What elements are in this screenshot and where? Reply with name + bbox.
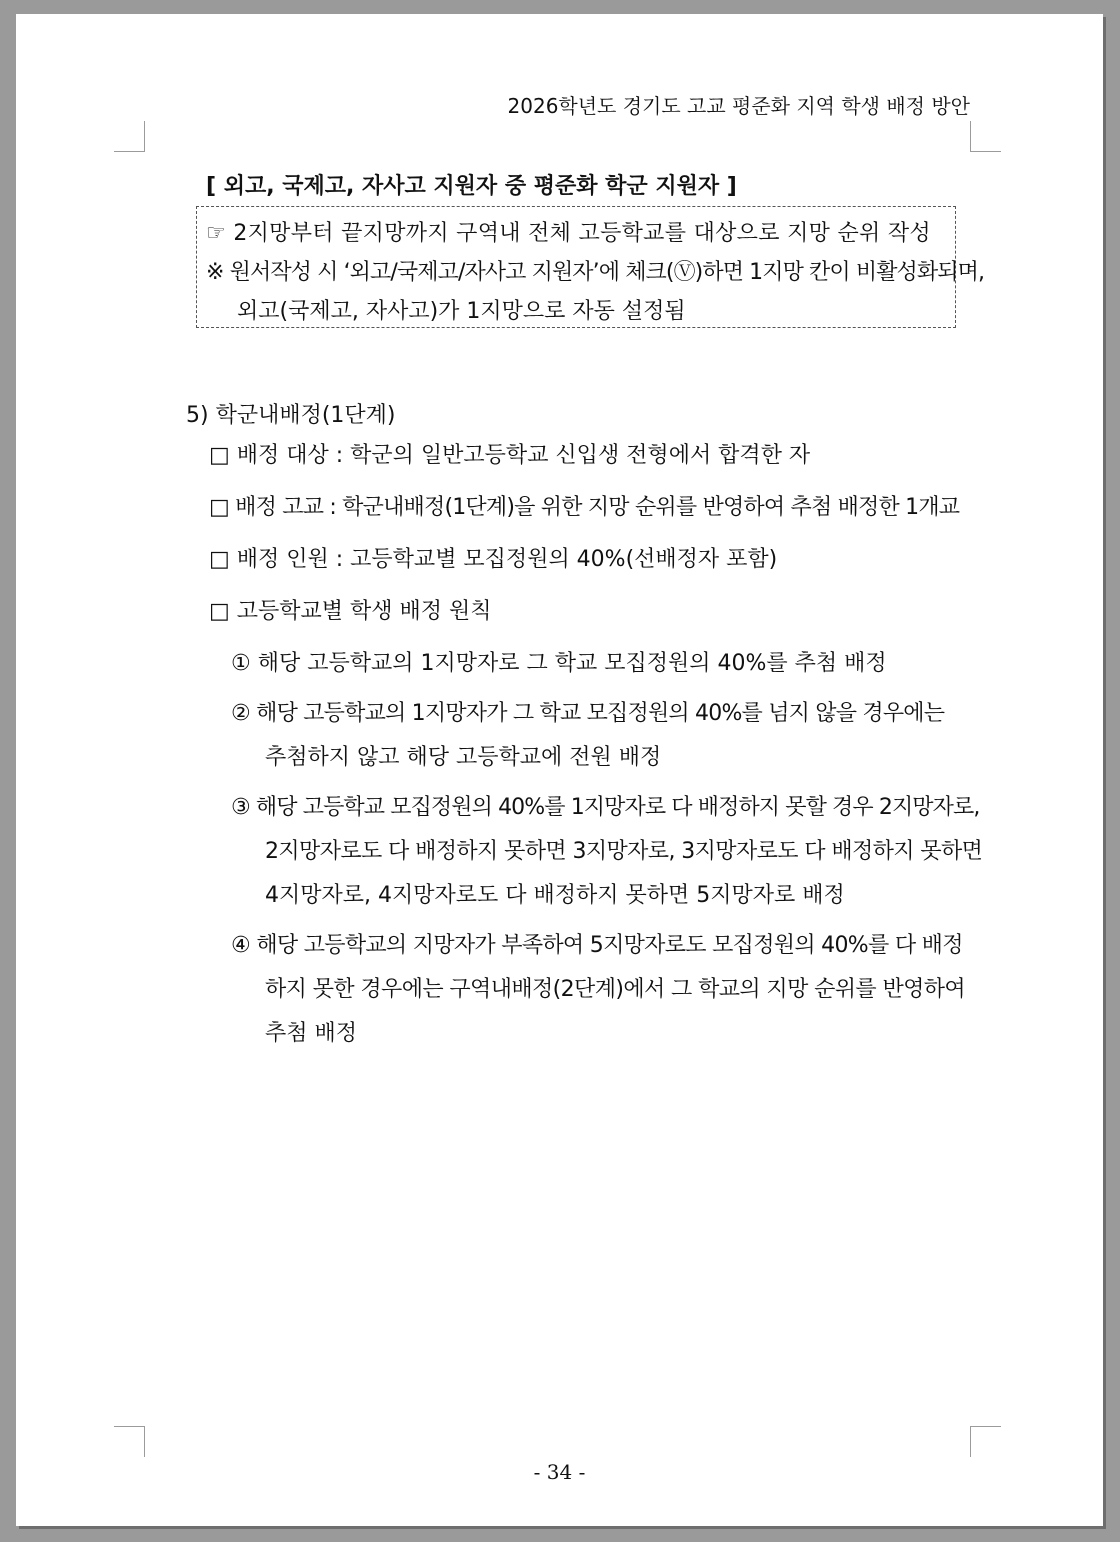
- rule-3-line-2: 2지망자로도 다 배정하지 못하면 3지망자로, 3지망자로도 다 배정하지 못하면: [265, 839, 983, 864]
- section-title: [ 외고, 국제고, 자사고 지원자 중 평준화 학군 지원자 ]: [206, 174, 737, 199]
- crop-mark-bottom-right: [970, 1426, 1001, 1457]
- document-page: [16, 14, 1103, 1526]
- note-line-3: 외고(국제고, 자사고)가 1지망으로 자동 설정됨: [237, 299, 686, 324]
- rule-4-line-2: 하지 못한 경우에는 구역내배정(2단계)에서 그 학교의 지망 순위를 반영하여: [265, 977, 966, 1002]
- item-quota: □ 배정 인원 : 고등학교별 모집정원의 40%(선배정자 포함): [209, 547, 778, 572]
- running-header: 2026학년도 경기도 고교 평준화 지역 학생 배정 방안: [507, 94, 970, 118]
- rule-4-line-3: 추첨 배정: [265, 1021, 358, 1046]
- rule-1: ① 해당 고등학교의 1지망자로 그 학교 모집정원의 40%를 추첨 배정: [231, 651, 887, 676]
- page-number: - 34 -: [533, 1460, 586, 1484]
- item-principle: □ 고등학교별 학생 배정 원칙: [209, 599, 492, 624]
- item-target: □ 배정 대상 : 학군의 일반고등학교 신입생 전형에서 합격한 자: [209, 443, 811, 468]
- subsection-heading: 5) 학군내배정(1단계): [186, 403, 396, 428]
- note-box: [196, 206, 985, 328]
- item-school: □ 배정 고교 : 학군내배정(1단계)을 위한 지망 순위를 반영하여 추첨 배정한 1개교: [209, 495, 960, 520]
- rule-3-line-1: ③ 해당 고등학교 모집정원의 40%를 1지망자로 다 배정하지 못할 경우 2지망자로,: [231, 795, 980, 820]
- rule-2-line-2: 추첨하지 않고 해당 고등학교에 전원 배정: [265, 745, 662, 770]
- rule-3-line-3: 4지망자로, 4지망자로도 다 배정하지 못하면 5지망자로 배정: [265, 883, 845, 908]
- crop-mark-top-right: [970, 121, 1001, 152]
- rule-2-line-1: ② 해당 고등학교의 1지망자가 그 학교 모집정원의 40%를 넘지 않을 경우에는: [231, 701, 945, 726]
- note-line-1: ☞ 2지망부터 끝지망까지 구역내 전체 고등학교를 대상으로 지망 순위 작성: [206, 221, 931, 246]
- crop-mark-top-left: [114, 121, 145, 152]
- crop-mark-bottom-left: [114, 1426, 145, 1457]
- rule-4-line-1: ④ 해당 고등학교의 지망자가 부족하여 5지망자로도 모집정원의 40%를 다 배정: [231, 933, 963, 958]
- note-line-2: ※ 원서작성 시 ‘외고/국제고/자사고 지원자’에 체크(Ⓥ)하면 1지망 칸이 비활성화되며,: [206, 260, 985, 285]
